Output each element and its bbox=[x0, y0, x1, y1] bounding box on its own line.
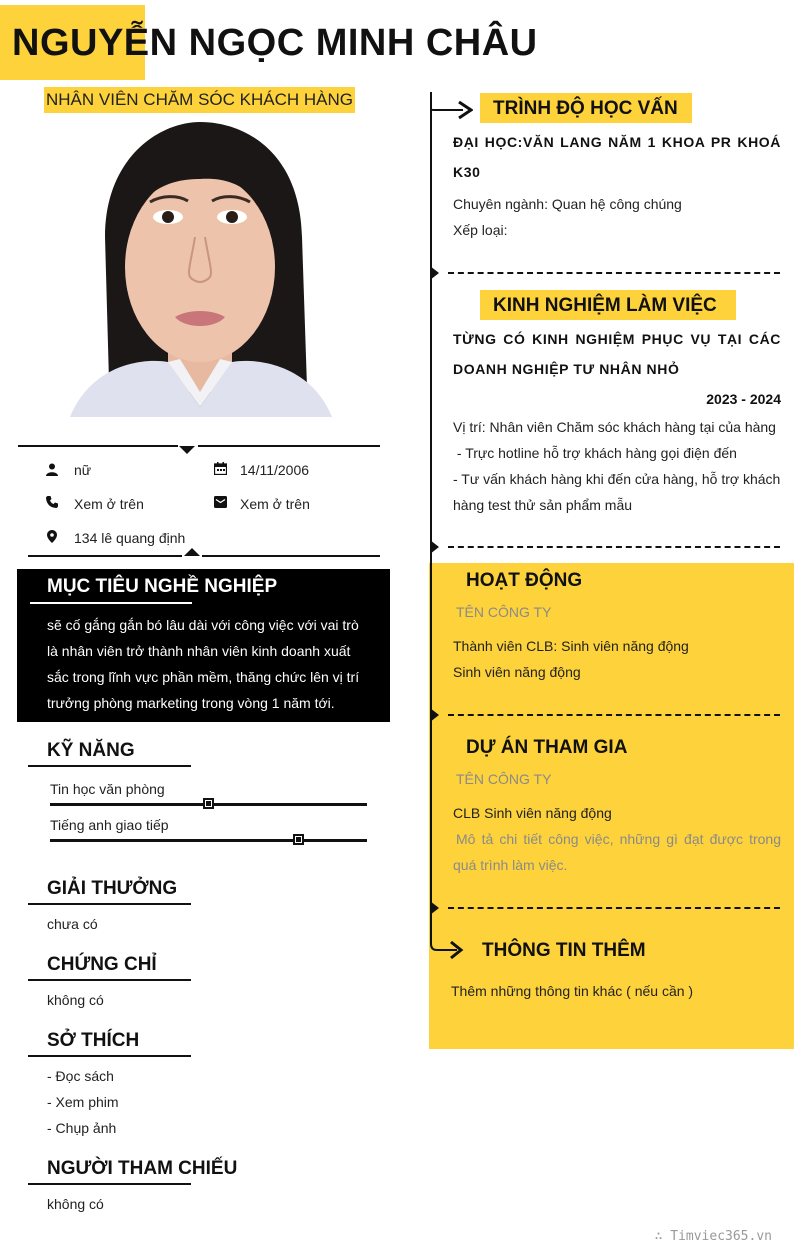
objective-text bbox=[47, 612, 360, 716]
section-divider bbox=[448, 714, 780, 716]
location-icon bbox=[45, 529, 59, 543]
experience-line: hàng test thử sản phẩm mẫu bbox=[453, 497, 633, 513]
hobbies-list bbox=[47, 1063, 119, 1141]
experience-company: TỪNG CÓ KINH NGHIỆM PHỤC VỤ TẠI CÁC bbox=[453, 331, 781, 347]
experience-line: Vị trí: Nhân viên Chăm sóc khách hàng tại của hàng bbox=[453, 419, 776, 435]
calendar-icon bbox=[213, 461, 227, 475]
skill-level-handle bbox=[293, 834, 304, 845]
objective-line: trưởng phòng marketing trong vòng 1 năm tới. bbox=[47, 695, 335, 711]
contact-birthday: 14/11/2006 bbox=[240, 462, 310, 478]
hobby-item: - Đọc sách bbox=[47, 1068, 114, 1084]
projects-company: TÊN CÔNG TY bbox=[456, 771, 552, 787]
objective-line: là nhân viên trở thành nhân viên kinh doanh xuất bbox=[47, 643, 351, 659]
section-divider bbox=[448, 546, 780, 548]
timeline-marker bbox=[430, 901, 439, 915]
timeline-line bbox=[430, 93, 432, 941]
additional-title: THÔNG TIN THÊM bbox=[482, 940, 646, 961]
email-icon bbox=[213, 495, 227, 509]
awards-title: GIẢI THƯỞNG bbox=[47, 878, 178, 899]
projects-block bbox=[453, 766, 781, 878]
user-icon bbox=[45, 462, 59, 476]
skill-level-handle bbox=[203, 798, 214, 809]
brand-watermark: ∴ Timviec365.vn bbox=[654, 1229, 772, 1244]
skill-bar-track bbox=[50, 839, 367, 842]
certificates-title: CHỨNG CHỈ bbox=[47, 954, 157, 975]
job-title: NHÂN VIÊN CHĂM SÓC KHÁCH HÀNG bbox=[44, 87, 355, 113]
certificates-underline bbox=[28, 979, 191, 981]
contact-gender: nữ bbox=[74, 462, 92, 478]
projects-description-cont: quá trình làm việc. bbox=[453, 857, 568, 873]
education-school: ĐẠI HỌC:VĂN LANG NĂM 1 KHOA PR KHOÁ bbox=[453, 134, 781, 150]
contact-arrow-up bbox=[184, 548, 200, 556]
contact-phone: Xem ở trên bbox=[74, 496, 144, 512]
objective-line: sắc trong lĩnh vực phần mềm, thăng chức lên vị trí bbox=[47, 669, 360, 685]
timeline-marker bbox=[430, 708, 439, 722]
hobbies-title: SỞ THÍCH bbox=[47, 1030, 140, 1051]
phone-icon bbox=[45, 495, 59, 509]
skill-name: Tin học văn phòng bbox=[50, 781, 165, 797]
arrow-right-icon bbox=[429, 930, 465, 964]
education-title: TRÌNH ĐỘ HỌC VẤN bbox=[493, 98, 678, 119]
activities-company: TÊN CÔNG TY bbox=[456, 604, 552, 620]
education-school-cont: K30 bbox=[453, 164, 481, 180]
objective-title: MỤC TIÊU NGHỀ NGHIỆP bbox=[47, 576, 278, 597]
contact-divider-bottom-left bbox=[28, 555, 182, 557]
section-divider bbox=[448, 907, 780, 909]
arrow-right-icon bbox=[429, 92, 473, 122]
experience-company-cont: DOANH NGHIỆP TƯ NHÂN NHỎ bbox=[453, 361, 680, 377]
education-major: Chuyên ngành: Quan hệ công chúng bbox=[453, 196, 682, 212]
experience-period: 2023 - 2024 bbox=[706, 391, 781, 407]
certificates-text: không có bbox=[47, 992, 104, 1008]
awards-underline bbox=[28, 903, 191, 905]
experience-line: - Tư vấn khách hàng khi đến cửa hàng, hỗ trợ khách bbox=[453, 471, 781, 487]
additional-text: Thêm những thông tin khác ( nếu cần ) bbox=[451, 983, 694, 999]
activities-title: HOẠT ĐỘNG bbox=[466, 570, 583, 591]
timeline-marker bbox=[430, 540, 439, 554]
references-text: không có bbox=[47, 1196, 104, 1212]
hobby-item: - Chụp ảnh bbox=[47, 1120, 117, 1136]
projects-description: Mô tả chi tiết công việc, những gì đạt được trong bbox=[456, 831, 781, 847]
skills-underline bbox=[28, 765, 191, 767]
timeline-marker bbox=[430, 266, 439, 280]
contact-divider-bottom-right bbox=[202, 555, 380, 557]
activities-line: Thành viên CLB: Sinh viên năng động bbox=[453, 638, 689, 654]
skill-name: Tiếng anh giao tiếp bbox=[50, 817, 169, 833]
candidate-name: NGUYỄN NGỌC MINH CHÂU bbox=[12, 22, 538, 64]
education-block bbox=[453, 127, 781, 243]
experience-details bbox=[453, 414, 781, 518]
experience-title: KINH NGHIỆM LÀM VIỆC bbox=[493, 295, 717, 316]
objective-line: sẽ cố gắng gắn bó lâu dài với công việc với vai trò bbox=[47, 617, 359, 633]
references-underline bbox=[28, 1183, 191, 1185]
skills-title: KỸ NĂNG bbox=[47, 740, 135, 761]
contact-divider-top-right bbox=[198, 445, 380, 447]
education-grade: Xếp loại: bbox=[453, 222, 508, 238]
activities-line: Sinh viên năng động bbox=[453, 664, 581, 680]
hobby-item: - Xem phim bbox=[47, 1094, 119, 1110]
profile-photo bbox=[50, 117, 350, 417]
activities-block bbox=[453, 599, 781, 685]
experience-line: - Trực hotline hỗ trợ khách hàng gọi điện đến bbox=[453, 445, 737, 461]
projects-name: CLB Sinh viên năng động bbox=[453, 805, 612, 821]
experience-block bbox=[453, 324, 781, 518]
section-divider bbox=[448, 272, 780, 274]
objective-underline bbox=[30, 602, 192, 604]
contact-email: Xem ở trên bbox=[240, 496, 310, 512]
references-title: NGƯỜI THAM CHIẾU bbox=[47, 1158, 238, 1179]
contact-divider-top-left bbox=[18, 445, 178, 447]
awards-text: chưa có bbox=[47, 916, 98, 932]
hobbies-underline bbox=[28, 1055, 191, 1057]
contact-address: 134 lê quang định bbox=[74, 530, 186, 546]
contact-arrow-down bbox=[179, 446, 195, 454]
projects-title: DỰ ÁN THAM GIA bbox=[466, 737, 628, 758]
